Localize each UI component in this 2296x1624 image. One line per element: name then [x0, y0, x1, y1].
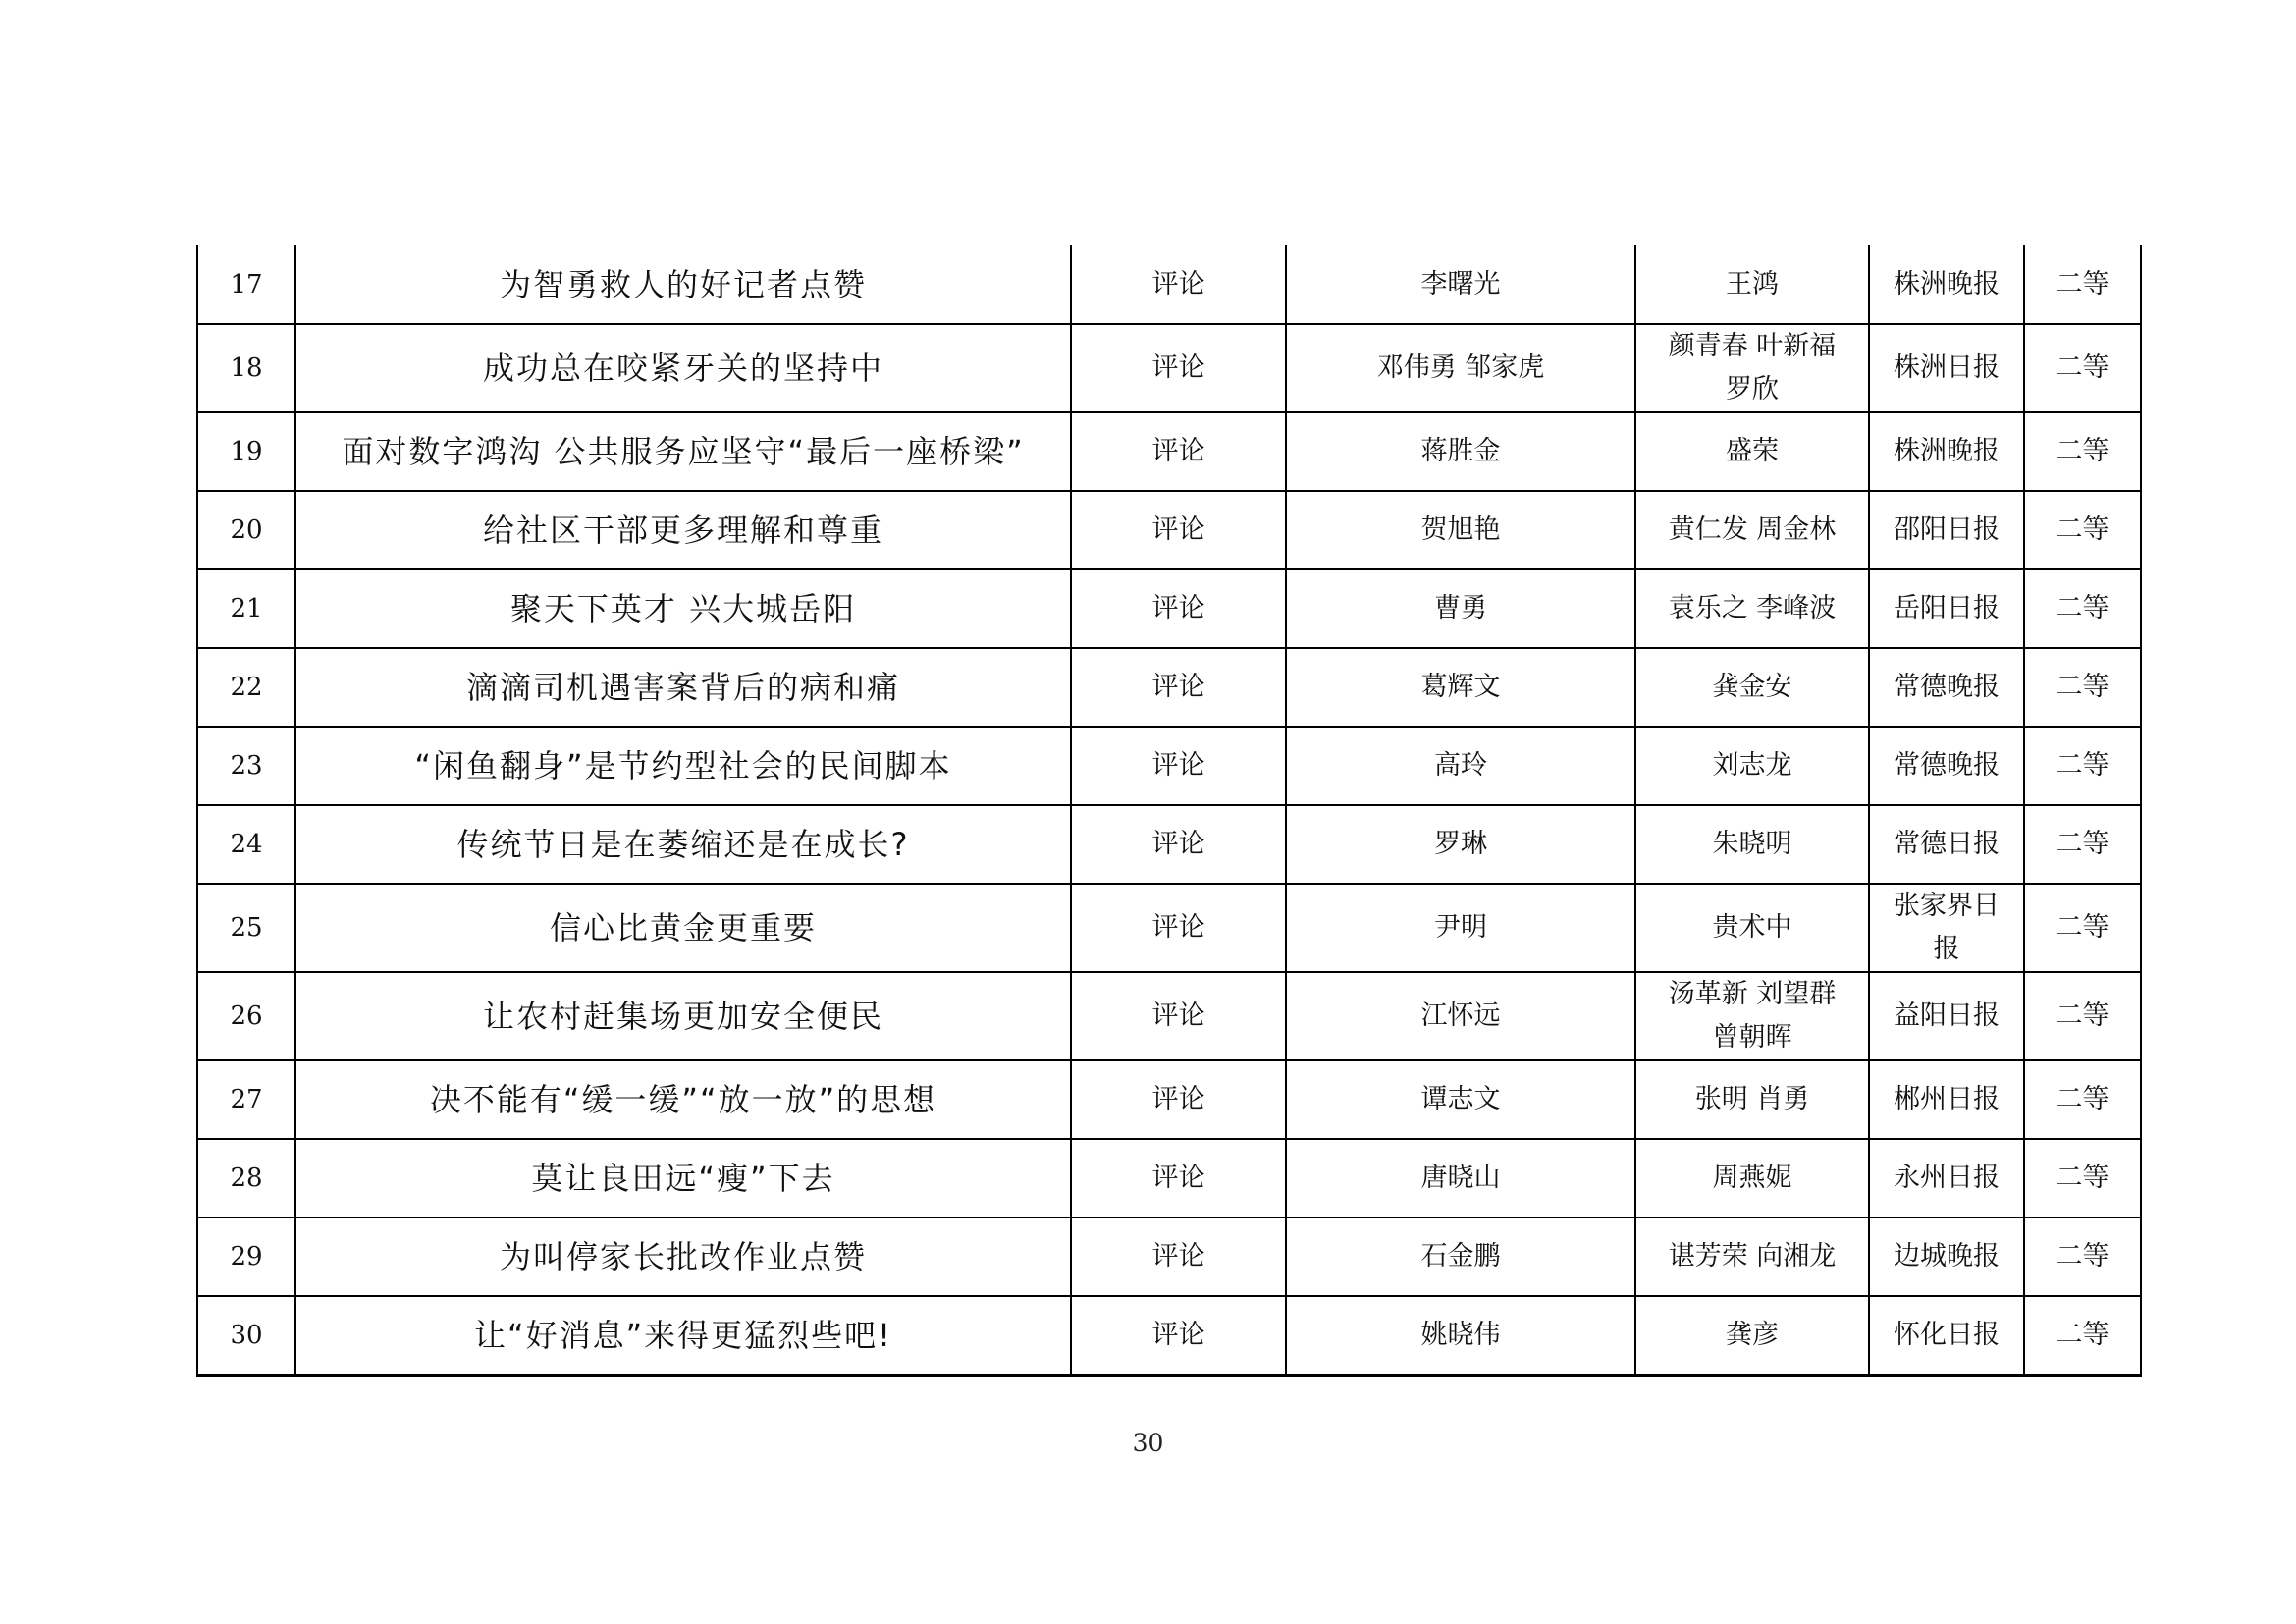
editor-names-cell — [1635, 491, 1869, 569]
award-grade-cell — [2024, 569, 2141, 648]
award-grade-cell — [2024, 972, 2141, 1060]
editor-names: 朱晓明 — [1712, 829, 1792, 859]
editor-names-cell — [1635, 648, 1869, 727]
award-grade-cell — [2024, 648, 2141, 727]
author-names-cell — [1286, 491, 1635, 569]
editor-names-cell — [1635, 324, 1869, 412]
table-row — [197, 1296, 2141, 1375]
media-name: 株洲晚报 — [1894, 268, 2000, 299]
award-grade: 二等 — [2056, 1084, 2109, 1114]
author-names-cell — [1286, 569, 1635, 648]
row-number-cell — [197, 648, 295, 727]
work-type-cell — [1071, 491, 1286, 569]
editor-names-cell — [1635, 727, 1869, 805]
table-row — [197, 324, 2141, 412]
media-name: 常德晚报 — [1894, 672, 2000, 702]
award-grade: 二等 — [2056, 268, 2109, 299]
media-name-cell — [1869, 805, 2024, 884]
editor-names-cell — [1635, 884, 1869, 972]
work-title-cell — [295, 1218, 1071, 1296]
table-row — [197, 569, 2141, 648]
media-name-cell — [1869, 245, 2024, 324]
work-type: 评论 — [1151, 672, 1205, 702]
awards-table-body — [197, 245, 2141, 1375]
award-grade: 二等 — [2056, 672, 2109, 702]
editor-names: 汤革新 刘望群 曾朝晖 — [1668, 979, 1837, 1053]
media-name-cell — [1869, 412, 2024, 491]
work-title-cell — [295, 245, 1071, 324]
row-number: 28 — [230, 1164, 263, 1193]
row-number-cell — [197, 1060, 295, 1139]
award-grade-cell — [2024, 1296, 2141, 1375]
row-number: 25 — [230, 913, 263, 943]
table-row — [197, 727, 2141, 805]
work-type-cell — [1071, 245, 1286, 324]
work-title: 聚天下英才 兴大城岳阳 — [509, 590, 857, 627]
author-names: 谭志文 — [1420, 1084, 1501, 1114]
work-type: 评论 — [1151, 1084, 1205, 1114]
award-grade-cell — [2024, 324, 2141, 412]
row-number-cell — [197, 972, 295, 1060]
author-names-cell — [1286, 1060, 1635, 1139]
row-number-cell — [197, 1139, 295, 1218]
row-number: 21 — [230, 594, 263, 623]
table-row — [197, 648, 2141, 727]
author-names: 贺旭艳 — [1420, 514, 1501, 545]
work-title: 为叫停家长批改作业点赞 — [499, 1238, 867, 1275]
work-type: 评论 — [1151, 829, 1205, 859]
table-row — [197, 412, 2141, 491]
row-number: 20 — [230, 515, 263, 545]
award-grade-cell — [2024, 805, 2141, 884]
author-names: 曹勇 — [1434, 593, 1487, 623]
media-name: 郴州日报 — [1894, 1084, 2000, 1114]
work-title: 传统节日是在萎缩还是在成长? — [456, 826, 910, 863]
award-grade: 二等 — [2056, 352, 2109, 383]
author-names-cell — [1286, 972, 1635, 1060]
author-names: 尹明 — [1434, 912, 1487, 943]
award-grade-cell — [2024, 1139, 2141, 1218]
work-type-cell — [1071, 1296, 1286, 1375]
media-name: 常德晚报 — [1894, 750, 2000, 781]
editor-names-cell — [1635, 1296, 1869, 1375]
media-name-cell — [1869, 727, 2024, 805]
award-grade: 二等 — [2056, 1163, 2109, 1193]
work-title: 面对数字鸿沟 公共服务应坚守“最后一座桥梁” — [342, 433, 1025, 470]
row-number-cell — [197, 569, 295, 648]
row-number: 23 — [230, 751, 263, 781]
media-name: 邵阳日报 — [1894, 514, 2000, 545]
author-names-cell — [1286, 1296, 1635, 1375]
award-grade-cell — [2024, 1218, 2141, 1296]
work-type: 评论 — [1151, 1319, 1205, 1350]
editor-names: 周燕妮 — [1712, 1163, 1792, 1193]
work-title-cell — [295, 569, 1071, 648]
work-title-cell — [295, 1296, 1071, 1375]
award-grade-cell — [2024, 727, 2141, 805]
table-row — [197, 805, 2141, 884]
work-title: 成功总在咬紧牙关的坚持中 — [482, 350, 883, 387]
editor-names-cell — [1635, 1139, 1869, 1218]
work-title-cell — [295, 412, 1071, 491]
work-title-cell — [295, 491, 1071, 569]
editor-names-cell — [1635, 805, 1869, 884]
work-type-cell — [1071, 972, 1286, 1060]
work-type-cell — [1071, 412, 1286, 491]
award-grade: 二等 — [2056, 1001, 2109, 1031]
author-names-cell — [1286, 1218, 1635, 1296]
work-title-cell — [295, 648, 1071, 727]
work-type-cell — [1071, 324, 1286, 412]
award-grade: 二等 — [2056, 1319, 2109, 1350]
editor-names-cell — [1635, 972, 1869, 1060]
row-number-cell — [197, 491, 295, 569]
media-name-cell — [1869, 569, 2024, 648]
work-type-cell — [1071, 727, 1286, 805]
media-name-cell — [1869, 491, 2024, 569]
work-type-cell — [1071, 1139, 1286, 1218]
table-row — [197, 884, 2141, 972]
work-type-cell — [1071, 569, 1286, 648]
work-type-cell — [1071, 1218, 1286, 1296]
editor-names-cell — [1635, 412, 1869, 491]
author-names-cell — [1286, 245, 1635, 324]
row-number-cell — [197, 884, 295, 972]
editor-names: 谌芳荣 向湘龙 — [1668, 1241, 1837, 1272]
author-names-cell — [1286, 1139, 1635, 1218]
page-number: 30 — [1132, 1429, 1164, 1457]
author-names-cell — [1286, 884, 1635, 972]
work-type-cell — [1071, 1060, 1286, 1139]
table-row — [197, 972, 2141, 1060]
table-row — [197, 491, 2141, 569]
work-title-cell — [295, 1060, 1071, 1139]
media-name: 益阳日报 — [1894, 1001, 2000, 1031]
author-names-cell — [1286, 412, 1635, 491]
editor-names: 贵术中 — [1712, 912, 1792, 943]
media-name-cell — [1869, 1296, 2024, 1375]
work-title-cell — [295, 1139, 1071, 1218]
media-name: 岳阳日报 — [1894, 593, 2000, 623]
media-name-cell — [1869, 884, 2024, 972]
row-number: 30 — [230, 1320, 263, 1350]
work-type: 评论 — [1151, 268, 1205, 299]
row-number-cell — [197, 324, 295, 412]
author-names-cell — [1286, 805, 1635, 884]
author-names-cell — [1286, 648, 1635, 727]
editor-names-cell — [1635, 245, 1869, 324]
work-title: “闲鱼翻身”是节约型社会的民间脚本 — [414, 747, 952, 785]
editor-names-cell — [1635, 569, 1869, 648]
work-type: 评论 — [1151, 352, 1205, 383]
media-name-cell — [1869, 648, 2024, 727]
editor-names: 刘志龙 — [1712, 750, 1792, 781]
work-title: 滴滴司机遇害案背后的病和痛 — [465, 669, 900, 706]
author-names: 蒋胜金 — [1420, 436, 1501, 466]
author-names-cell — [1286, 727, 1635, 805]
award-grade: 二等 — [2056, 593, 2109, 623]
editor-names: 王鸿 — [1726, 268, 1779, 299]
award-grade-cell — [2024, 245, 2141, 324]
work-type: 评论 — [1151, 912, 1205, 943]
work-type: 评论 — [1151, 514, 1205, 545]
row-number: 22 — [230, 673, 263, 702]
award-grade-cell — [2024, 1060, 2141, 1139]
media-name-cell — [1869, 1060, 2024, 1139]
work-type: 评论 — [1151, 750, 1205, 781]
row-number: 18 — [230, 353, 263, 383]
work-type: 评论 — [1151, 1001, 1205, 1031]
row-number: 27 — [230, 1085, 263, 1114]
author-names: 姚晓伟 — [1420, 1319, 1501, 1350]
work-title: 让“好消息”来得更猛烈些吧! — [474, 1316, 892, 1354]
row-number-cell — [197, 245, 295, 324]
media-name: 永州日报 — [1894, 1163, 2000, 1193]
editor-names: 袁乐之 李峰波 — [1668, 593, 1837, 623]
author-names: 唐晓山 — [1420, 1163, 1501, 1193]
row-number-cell — [197, 412, 295, 491]
media-name: 株洲日报 — [1894, 352, 2000, 383]
row-number-cell — [197, 1296, 295, 1375]
work-type-cell — [1071, 884, 1286, 972]
author-names: 罗琳 — [1434, 829, 1487, 859]
work-title: 莫让良田远“瘦”下去 — [531, 1160, 835, 1197]
media-name-cell — [1869, 324, 2024, 412]
author-names: 石金鹏 — [1420, 1241, 1501, 1272]
work-title-cell — [295, 805, 1071, 884]
award-grade-cell — [2024, 412, 2141, 491]
work-title: 为智勇救人的好记者点赞 — [499, 265, 867, 303]
work-title: 给社区干部更多理解和尊重 — [482, 512, 883, 549]
row-number: 17 — [230, 269, 263, 299]
award-grade: 二等 — [2056, 436, 2109, 466]
award-grade-cell — [2024, 884, 2141, 972]
media-name: 张家界日 报 — [1894, 891, 2000, 964]
row-number: 24 — [230, 830, 263, 859]
author-names: 李曙光 — [1420, 268, 1501, 299]
author-names: 邓伟勇 邹家虎 — [1376, 352, 1545, 383]
table-row — [197, 1060, 2141, 1139]
editor-names: 盛荣 — [1726, 436, 1779, 466]
editor-names: 黄仁发 周金林 — [1668, 514, 1837, 545]
work-title: 信心比黄金更重要 — [549, 909, 817, 947]
row-number-cell — [197, 1218, 295, 1296]
table-row — [197, 1218, 2141, 1296]
award-grade: 二等 — [2056, 1241, 2109, 1272]
award-grade: 二等 — [2056, 829, 2109, 859]
editor-names-cell — [1635, 1218, 1869, 1296]
award-grade: 二等 — [2056, 750, 2109, 781]
row-number: 26 — [230, 1001, 263, 1031]
work-type-cell — [1071, 648, 1286, 727]
author-names: 葛辉文 — [1420, 672, 1501, 702]
work-type-cell — [1071, 805, 1286, 884]
media-name: 怀化日报 — [1894, 1319, 2000, 1350]
award-grade: 二等 — [2056, 912, 2109, 943]
work-type: 评论 — [1151, 1241, 1205, 1272]
work-title-cell — [295, 972, 1071, 1060]
media-name-cell — [1869, 1139, 2024, 1218]
author-names-cell — [1286, 324, 1635, 412]
author-names: 高玲 — [1434, 750, 1487, 781]
editor-names: 龚金安 — [1712, 672, 1792, 702]
work-title-cell — [295, 727, 1071, 805]
work-type: 评论 — [1151, 593, 1205, 623]
work-title-cell — [295, 884, 1071, 972]
editor-names: 龚彦 — [1726, 1319, 1779, 1350]
row-number-cell — [197, 727, 295, 805]
awards-table — [196, 245, 2142, 1377]
award-grade: 二等 — [2056, 514, 2109, 545]
editor-names-cell — [1635, 1060, 1869, 1139]
work-title-cell — [295, 324, 1071, 412]
editor-names: 颜青春 叶新福 罗欣 — [1668, 331, 1837, 405]
work-title: 决不能有“缓一缓”“放一放”的思想 — [429, 1081, 937, 1118]
author-names: 江怀远 — [1420, 1001, 1501, 1031]
media-name-cell — [1869, 1218, 2024, 1296]
award-grade-cell — [2024, 491, 2141, 569]
work-title: 让农村赶集场更加安全便民 — [482, 998, 883, 1035]
editor-names: 张明 肖勇 — [1694, 1084, 1810, 1114]
media-name: 常德日报 — [1894, 829, 2000, 859]
table-row — [197, 1139, 2141, 1218]
table-row — [197, 245, 2141, 324]
row-number: 29 — [230, 1242, 263, 1272]
work-type: 评论 — [1151, 436, 1205, 466]
row-number: 19 — [230, 437, 263, 466]
media-name: 边城晚报 — [1894, 1241, 2000, 1272]
media-name: 株洲晚报 — [1894, 436, 2000, 466]
row-number-cell — [197, 805, 295, 884]
media-name-cell — [1869, 972, 2024, 1060]
work-type: 评论 — [1151, 1163, 1205, 1193]
